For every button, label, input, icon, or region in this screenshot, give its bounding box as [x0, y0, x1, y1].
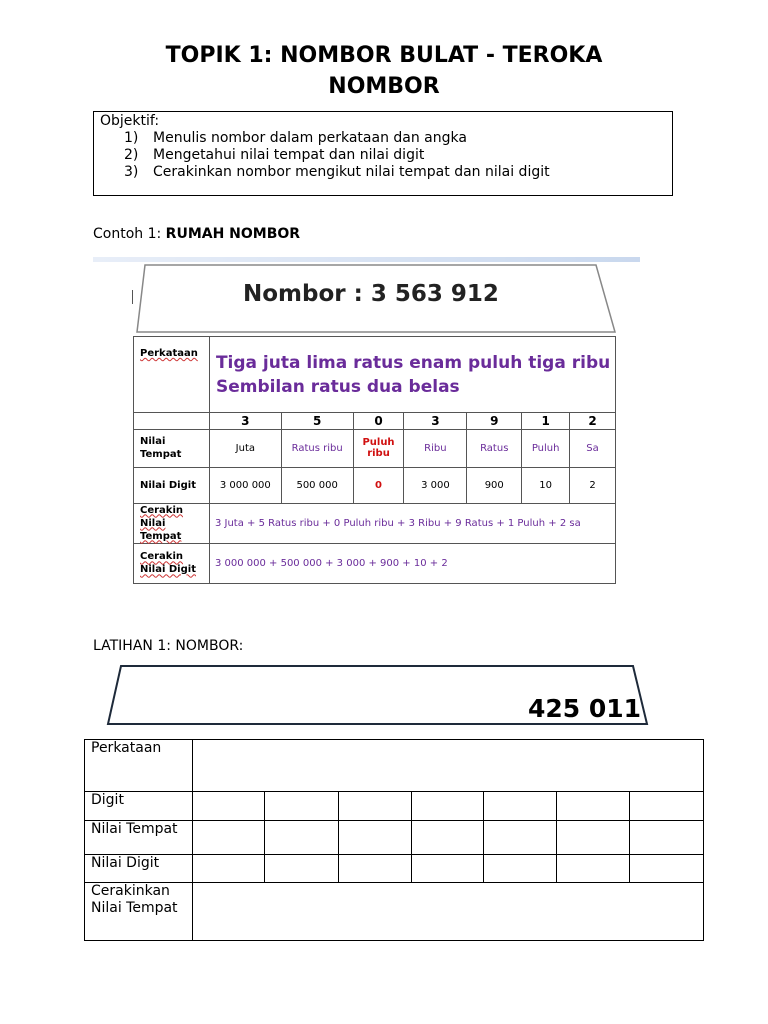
digit-cell: 1 [522, 413, 570, 430]
objective-heading: Objektif: [100, 113, 160, 129]
exercise-number: 425 011 [528, 694, 642, 723]
answer-cell[interactable] [192, 792, 264, 821]
cerakin-digit-value: 3 000 000 + 500 000 + 3 000 + 900 + 10 + 2 [209, 543, 615, 583]
place-value-cell: Ribu [404, 430, 467, 467]
nilai-digit-label: Nilai Digit [134, 467, 210, 503]
cerakinkan-answer-cell[interactable] [192, 883, 703, 941]
exercise-heading: LATIHAN 1: NOMBOR: [93, 638, 244, 654]
digit-value-cell: 10 [522, 467, 570, 503]
example-heading: Contoh 1: RUMAH NOMBOR [93, 226, 301, 242]
answer-cell[interactable] [264, 855, 338, 883]
nilai-digit-row-label: Nilai Digit [85, 855, 193, 883]
answer-cell[interactable] [630, 821, 704, 855]
answer-cell[interactable] [192, 821, 264, 855]
place-value-cell: Sa [570, 430, 616, 467]
answer-cell[interactable] [411, 821, 484, 855]
answer-cell[interactable] [557, 792, 630, 821]
digit-value-cell: 3 000 000 [209, 467, 281, 503]
place-value-cell: Juta [209, 430, 281, 467]
answer-cell[interactable] [338, 792, 411, 821]
example-number-title: Nombor : 3 563 912 [243, 281, 499, 307]
answer-cell[interactable] [484, 855, 557, 883]
cerakin-tempat-label: Cerakin Nilai Tempat [134, 503, 210, 543]
answer-cell[interactable] [338, 855, 411, 883]
digit-value-cell: 2 [570, 467, 616, 503]
exercise-table [84, 739, 704, 941]
objective-item: 1) Menulis nombor dalam perkataan dan angka [124, 130, 467, 146]
nilai-tempat-label: Nilai Tempat [134, 430, 210, 467]
digit-value-cell: 0 [353, 467, 404, 503]
perkataan-value: Tiga juta lima ratus enam puluh tiga ribu Sembilan ratus dua belas [209, 337, 615, 413]
digit-value-cell: 900 [467, 467, 522, 503]
answer-cell[interactable] [484, 792, 557, 821]
place-value-cell: Puluh ribu [353, 430, 404, 467]
cerakin-digit-label: Cerakin Nilai Digit [134, 543, 210, 583]
nilai-tempat-row-label: Nilai Tempat [85, 821, 193, 855]
objective-item: 3) Cerakinkan nombor mengikut nilai tempat dan nilai digit [124, 164, 550, 180]
answer-cell[interactable] [264, 792, 338, 821]
digit-value-cell: 3 000 [404, 467, 467, 503]
cerakinkan-row-label: Cerakinkan Nilai Tempat [85, 883, 193, 941]
answer-cell[interactable] [411, 792, 484, 821]
digit-value-cell: 500 000 [281, 467, 353, 503]
objective-item: 2) Mengetahui nilai tempat dan nilai digit [124, 147, 425, 163]
digit-cell: 9 [467, 413, 522, 430]
place-value-cell: Ratus [467, 430, 522, 467]
place-value-cell: Ratus ribu [281, 430, 353, 467]
digit-cell: 5 [281, 413, 353, 430]
perkataan-answer-cell[interactable] [192, 740, 703, 792]
answer-cell[interactable] [338, 821, 411, 855]
digit-cell: 0 [353, 413, 404, 430]
answer-cell[interactable] [557, 855, 630, 883]
answer-cell[interactable] [264, 821, 338, 855]
answer-cell[interactable] [411, 855, 484, 883]
digit-cell: 2 [570, 413, 616, 430]
answer-cell[interactable] [557, 821, 630, 855]
place-value-cell: Puluh [522, 430, 570, 467]
cerakin-tempat-value: 3 Juta + 5 Ratus ribu + 0 Puluh ribu + 3 Ribu + 9 Ratus + 1 Puluh + 2 sa [209, 503, 615, 543]
digit-cell: 3 [209, 413, 281, 430]
answer-cell[interactable] [630, 792, 704, 821]
digit-cell: 3 [404, 413, 467, 430]
perkataan-label: Perkataan [134, 337, 210, 413]
digit-row-label: Digit [85, 792, 193, 821]
answer-cell[interactable] [630, 855, 704, 883]
answer-cell[interactable] [192, 855, 264, 883]
perkataan-row-label: Perkataan [85, 740, 193, 792]
page-title: TOPIK 1: NOMBOR BULAT - TEROKA NOMBOR [165, 43, 603, 99]
answer-cell[interactable] [484, 821, 557, 855]
